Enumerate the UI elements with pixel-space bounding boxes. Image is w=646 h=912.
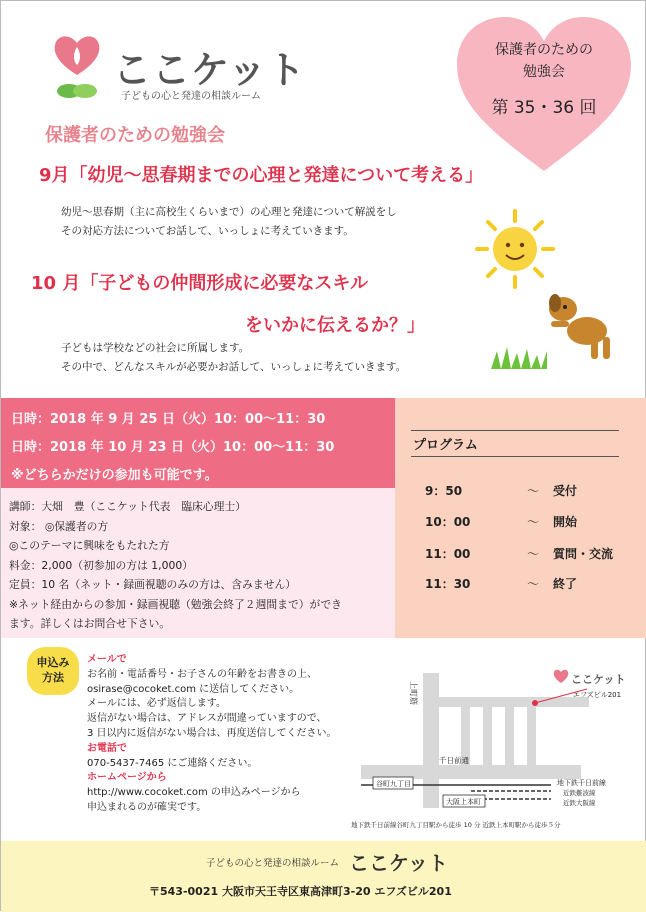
date-note: ※どちらかだけの参加も可能です。 — [11, 468, 218, 483]
dog-icon — [541, 289, 621, 361]
program-tilde: ～ — [527, 547, 540, 561]
map-station-left-label: 谷町九丁目 — [376, 780, 411, 788]
october-title-line2: をいかに伝えるか？」 — [245, 315, 425, 336]
program-tilde: ～ — [527, 577, 540, 591]
footer-logo: ここケット — [349, 851, 448, 875]
web-line: 申込まれるのが確実です。 — [87, 801, 207, 813]
heart-leaf-logo-icon — [51, 31, 103, 101]
apply-badge — [27, 647, 79, 695]
mail-line: 返信がない場合は、アドレスが間違っていますので、 — [87, 713, 327, 725]
program-label: 質問・交流 — [553, 547, 614, 561]
program-label: 終了 — [553, 577, 578, 591]
program-panel — [395, 398, 646, 638]
phone-heading: お電話で — [87, 742, 127, 754]
apply-badge-line2: 方法 — [42, 671, 64, 684]
sun-icon — [475, 209, 555, 289]
badge-number: 第 35・36 回 — [491, 98, 597, 118]
map-line1-label: 近鉄難波線 — [563, 789, 596, 797]
road-vertical — [423, 673, 439, 808]
phone-line[interactable]: 070-5437-7465 にご連絡ください。 — [87, 757, 258, 769]
apply-badge-line1: 申込み — [36, 656, 70, 669]
program-tilde: ～ — [527, 484, 540, 498]
detail-line: ◎このテーマに興味をもたれた方 — [9, 539, 170, 552]
mail-line: 3 日以内に返信がない場合は、再度送信してください。 — [87, 727, 337, 739]
map-road-horizontal-label: 千日前通 — [439, 756, 469, 765]
footer-address: 〒543-0021 大阪市天王寺区東高津町3-20 エフズビル201 — [149, 885, 452, 898]
mail-line: お名前・電話番号・お子さんの年齢をお書きの上、 — [87, 668, 317, 680]
grass-icon — [489, 345, 549, 369]
program-time: 11：30 — [425, 577, 471, 591]
study-title: 保護者のための勉強会 — [45, 125, 225, 146]
map-road-vertical-label: 上町筋 — [409, 681, 418, 705]
date-panel — [1, 398, 395, 488]
program-top-rule — [411, 430, 619, 431]
detail-line: ※ネット経由からの参加・録画視聴（勉強会終了２週間まで）ができ — [9, 597, 342, 611]
october-title-line1: 10 月「子どもの仲間形成に必要なスキル — [31, 273, 369, 294]
location-pin-icon — [532, 700, 538, 706]
badge-text — [453, 39, 635, 83]
map-access-text: 地下鉄千日前線谷町九丁目駅から徒歩 10 分 近鉄上本町駅から徒歩５分 — [351, 821, 561, 829]
september-title: 9月「幼児～思春期までの心理と発達について考える」 — [39, 165, 484, 186]
detail-line: 対象： ◎保護者の方 — [9, 519, 109, 533]
september-desc-line: その対応方法についてお話して、いっしょに考えていきます。 — [61, 225, 354, 237]
october-desc-line: 子どもは学校などの社会に所属します。 — [61, 342, 250, 354]
web-line[interactable]: http://www.cocoket.com の申込みページから — [87, 787, 301, 799]
october-description — [61, 339, 406, 377]
mail-line[interactable]: osirase@cocoket.com に送信してください。 — [87, 683, 300, 695]
program-label: 受付 — [553, 484, 578, 498]
mail-heading: メールで — [87, 654, 127, 665]
footer — [1, 841, 646, 912]
web-heading: ホームページから — [87, 772, 167, 784]
map-station-right-label: 地下鉄千日前線 — [557, 779, 606, 787]
header-logo — [51, 31, 311, 111]
access-map — [351, 651, 641, 836]
detail-line: 講師：大畑 豊（ここケット代表 臨床心理士） — [9, 500, 246, 513]
map-station-uehon-label: 大阪上本町 — [446, 798, 481, 806]
date-2: 日時：2018 年 10 月 23 日（火）10：00～11：30 — [11, 440, 335, 455]
logo-text: ここケット — [113, 48, 307, 92]
program-bottom-rule — [411, 456, 619, 457]
badge-line1: 保護者のための — [495, 42, 593, 58]
street — [527, 697, 536, 765]
program-title: プログラム — [413, 438, 478, 453]
map-logo-icon — [554, 670, 568, 683]
september-description — [61, 203, 397, 241]
program-time: 10：00 — [425, 515, 471, 529]
footer-subtitle: 子どもの心と発達の相談ルーム — [206, 858, 340, 869]
map-building-label: エフズビル201 — [573, 691, 622, 699]
street — [505, 697, 514, 765]
street — [483, 697, 492, 765]
map-line2-label: 近鉄大阪線 — [563, 799, 596, 807]
detail-line: 料金：2,000（初参加の方は 1,000） — [9, 558, 194, 572]
details-panel — [1, 488, 395, 638]
october-desc-line: その中で、どんなスキルが必要かお話して、いっしょに考えていきます。 — [61, 361, 407, 373]
mail-line: メールには、必ず返信します。 — [87, 698, 226, 710]
street — [461, 697, 470, 765]
detail-line: 定員：10 名（ネット・録画視聴のみの方は、含みません） — [9, 578, 297, 591]
detail-line: ます。詳しくはお問合せ下さい。 — [9, 617, 171, 630]
logo-subtitle: 子どもの心と発達の相談ルーム — [121, 91, 261, 102]
program-time: 11：00 — [425, 547, 471, 561]
apply-instructions — [87, 653, 337, 816]
september-desc-line: 幼児～思春期（主に高校生くらいまで）の心理と発達について解説をし — [61, 206, 397, 218]
map-logo-label: ここケット — [571, 673, 626, 686]
date-1: 日時：2018 年 9 月 25 日（火）10：00～11：30 — [11, 412, 326, 427]
program-label: 開始 — [553, 515, 578, 529]
program-time: 9：50 — [425, 484, 463, 498]
program-tilde: ～ — [527, 515, 540, 529]
badge-line2: 勉強会 — [523, 64, 565, 80]
